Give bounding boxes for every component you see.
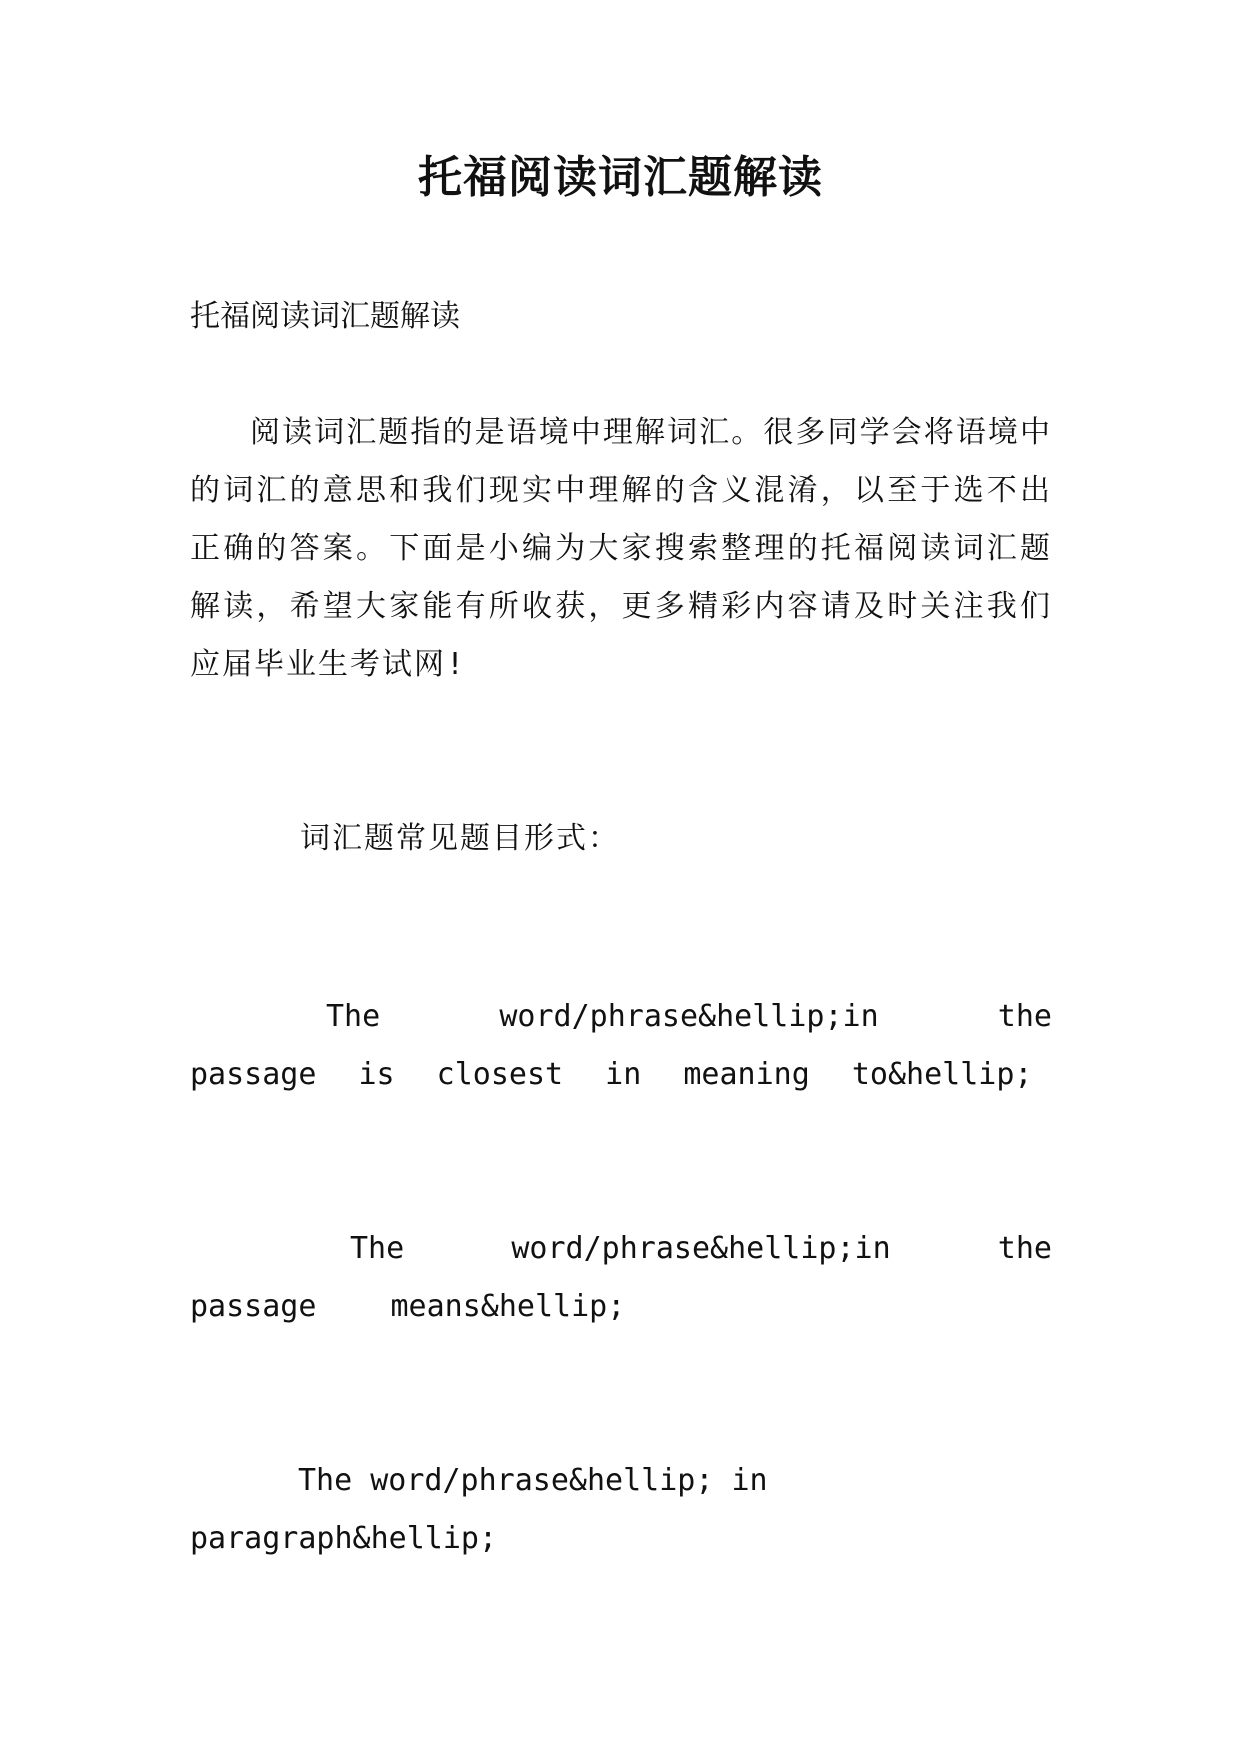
question-forms-heading: 词汇题常见题目形式： (300, 821, 620, 856)
question-form-1: The word/phrase&hellip;in the passage is closest in meaning to&hellip; (190, 999, 1052, 1092)
page-title: 托福阅读词汇题解读 (418, 152, 823, 203)
question-form-2: The word/phrase&hellip;in the passage means&hellip; (190, 1231, 1052, 1324)
question-form-3: The word/phrase&hellip; in paragraph&hellip; (190, 1463, 768, 1556)
document-subtitle: 托福阅读词汇题解读 (190, 299, 460, 334)
intro-paragraph: 阅读词汇题指的是语境中理解词汇。很多同学会将语境中的词汇的意思和我们现实中理解的含义混淆，以至于选不出正确的答案。下面是小编为大家搜索整理的托福阅读词汇题解读，希望大家能有所收获，更多精彩内容请及时关注我们应届毕业生考试网! (190, 415, 1052, 682)
